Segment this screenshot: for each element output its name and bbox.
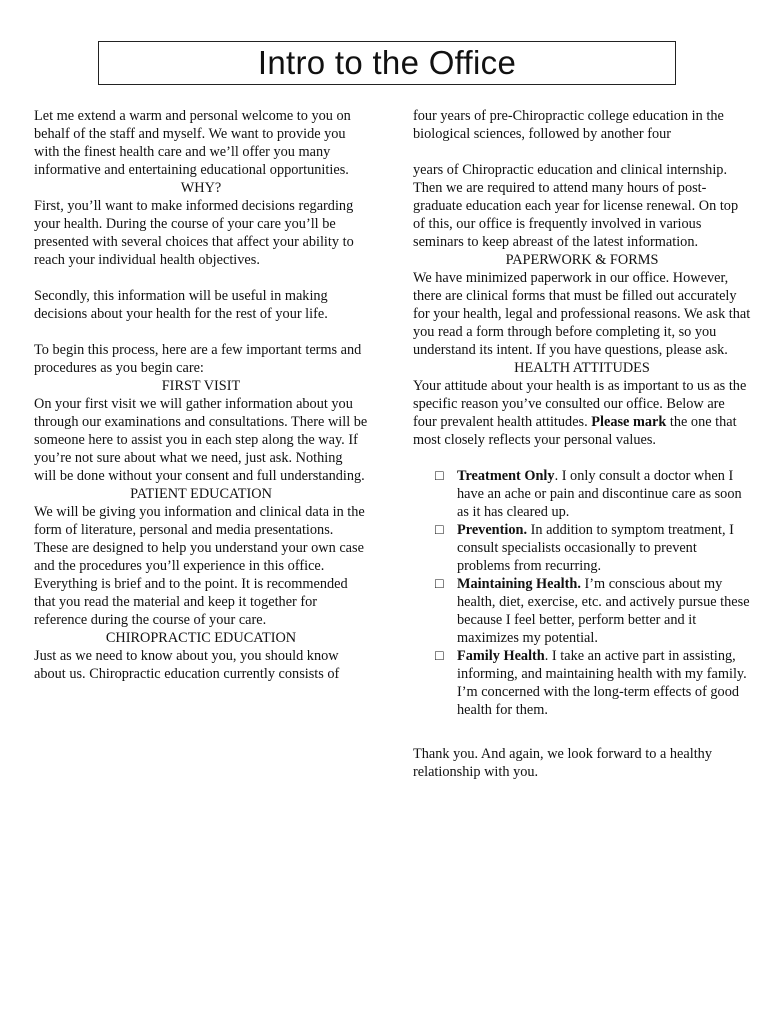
option-title: Prevention. bbox=[457, 522, 528, 538]
why-paragraph-3: To begin this process, here are a few important terms and procedures as you begin care: bbox=[34, 342, 362, 376]
please-mark-emphasis: Please mark bbox=[591, 414, 667, 430]
first-visit-paragraph: On your first visit we will gather information about you through our examinations and consultations. There will be someone here to assist you in each step along the way. If you’re not sure about what we need, just ask. Nothing will be done without your consent and full understanding. bbox=[34, 396, 368, 484]
chiropractic-education-heading: CHIROPRACTIC EDUCATION bbox=[105, 630, 297, 646]
why-heading: WHY? bbox=[180, 180, 222, 196]
chiropractic-continued-1: four years of pre-Chiropractic college education in the biological sciences, followed by another four bbox=[413, 108, 724, 142]
closing-paragraph: Thank you. And again, we look forward to a healthy relationship with you. bbox=[413, 746, 712, 780]
option-maintaining-health[interactable] bbox=[413, 575, 751, 647]
health-attitudes-heading: HEALTH ATTITUDES bbox=[514, 360, 650, 376]
option-description: In addition to symptom treatment, I consult specialists occasionally to prevent problems from recurring. bbox=[457, 522, 734, 574]
option-description: . I only consult a doctor when I have an ache or pain and discontinue care as soon as it has cleared up. bbox=[457, 468, 742, 520]
health-attitudes-text-a: Your attitude about your health is as important to us as the specific reason you’ve consulted our office. Below are four prevalent health attitudes. bbox=[413, 378, 747, 430]
health-attitudes-paragraph bbox=[413, 377, 751, 449]
checkbox-icon[interactable]: □ bbox=[435, 522, 444, 538]
health-attitude-options bbox=[413, 467, 751, 719]
paperwork-heading: PAPERWORK & FORMS bbox=[505, 252, 659, 268]
option-prevention[interactable] bbox=[413, 521, 751, 575]
checkbox-icon[interactable]: □ bbox=[435, 576, 444, 592]
option-treatment-only[interactable] bbox=[413, 467, 751, 521]
intro-paragraph: Let me extend a warm and personal welcome to you on behalf of the staff and myself. We want to provide you with the finest health care and we’ll offer you many informative and entertaining educational opportunities. bbox=[34, 108, 351, 178]
patient-education-paragraph: We will be giving you information and clinical data in the form of literature, personal and media presentations. These are designed to help you understand your own case and the procedures you’ll experience in this office. Everything is brief and to the point. It is recommended that you read the material and keep it together for reference during the course of your care. bbox=[34, 504, 365, 628]
option-description: I’m conscious about my health, diet, exercise, etc. and actively pursue these because I feel better, perform better and it maximizes my potential. bbox=[457, 576, 750, 646]
first-visit-heading: FIRST VISIT bbox=[161, 378, 241, 394]
title-box bbox=[98, 41, 676, 85]
page-title: Intro to the Office bbox=[257, 44, 517, 81]
option-text bbox=[457, 647, 751, 719]
patient-education-heading: PATIENT EDUCATION bbox=[130, 486, 272, 502]
option-description: . I take an active part in assisting, informing, and maintaining health with my family. I’m concerned with the long-term effects of good health for them. bbox=[457, 648, 747, 718]
checkbox-icon[interactable]: □ bbox=[435, 648, 444, 664]
why-paragraph-2: Secondly, this information will be useful in making decisions about your health for the rest of your life. bbox=[34, 288, 328, 322]
option-family-health[interactable] bbox=[413, 647, 751, 719]
why-paragraph-1: First, you’ll want to make informed decisions regarding your health. During the course of your care you’ll be presented with several choices that affect your ability to reach your individual health objectives. bbox=[34, 198, 354, 268]
option-title: Family Health bbox=[457, 648, 545, 664]
option-text bbox=[457, 575, 751, 647]
right-column bbox=[413, 107, 751, 781]
chiropractic-continued-2: years of Chiropractic education and clinical internship. Then we are required to attend many hours of post-graduate education each year for license renewal. On top of this, our office is frequently involved in various seminars to keep abreast of the latest information. bbox=[413, 162, 739, 250]
option-text bbox=[457, 521, 751, 575]
option-text bbox=[457, 467, 751, 521]
health-attitudes-text-b: the one that most closely reflects your personal values. bbox=[413, 414, 737, 448]
chiropractic-education-paragraph: Just as we need to know about you, you should know about us. Chiropractic education currently consists of bbox=[34, 648, 340, 682]
option-title: Maintaining Health. bbox=[457, 576, 581, 592]
left-column bbox=[34, 107, 368, 683]
paperwork-paragraph: We have minimized paperwork in our office. However, there are clinical forms that must be filled out accurately for your health, legal and professional reasons. We ask that you read a form through before completing it, so you understand its intent. If you have questions, please ask. bbox=[413, 270, 751, 358]
checkbox-icon[interactable]: □ bbox=[435, 468, 444, 484]
option-title: Treatment Only bbox=[457, 468, 555, 484]
